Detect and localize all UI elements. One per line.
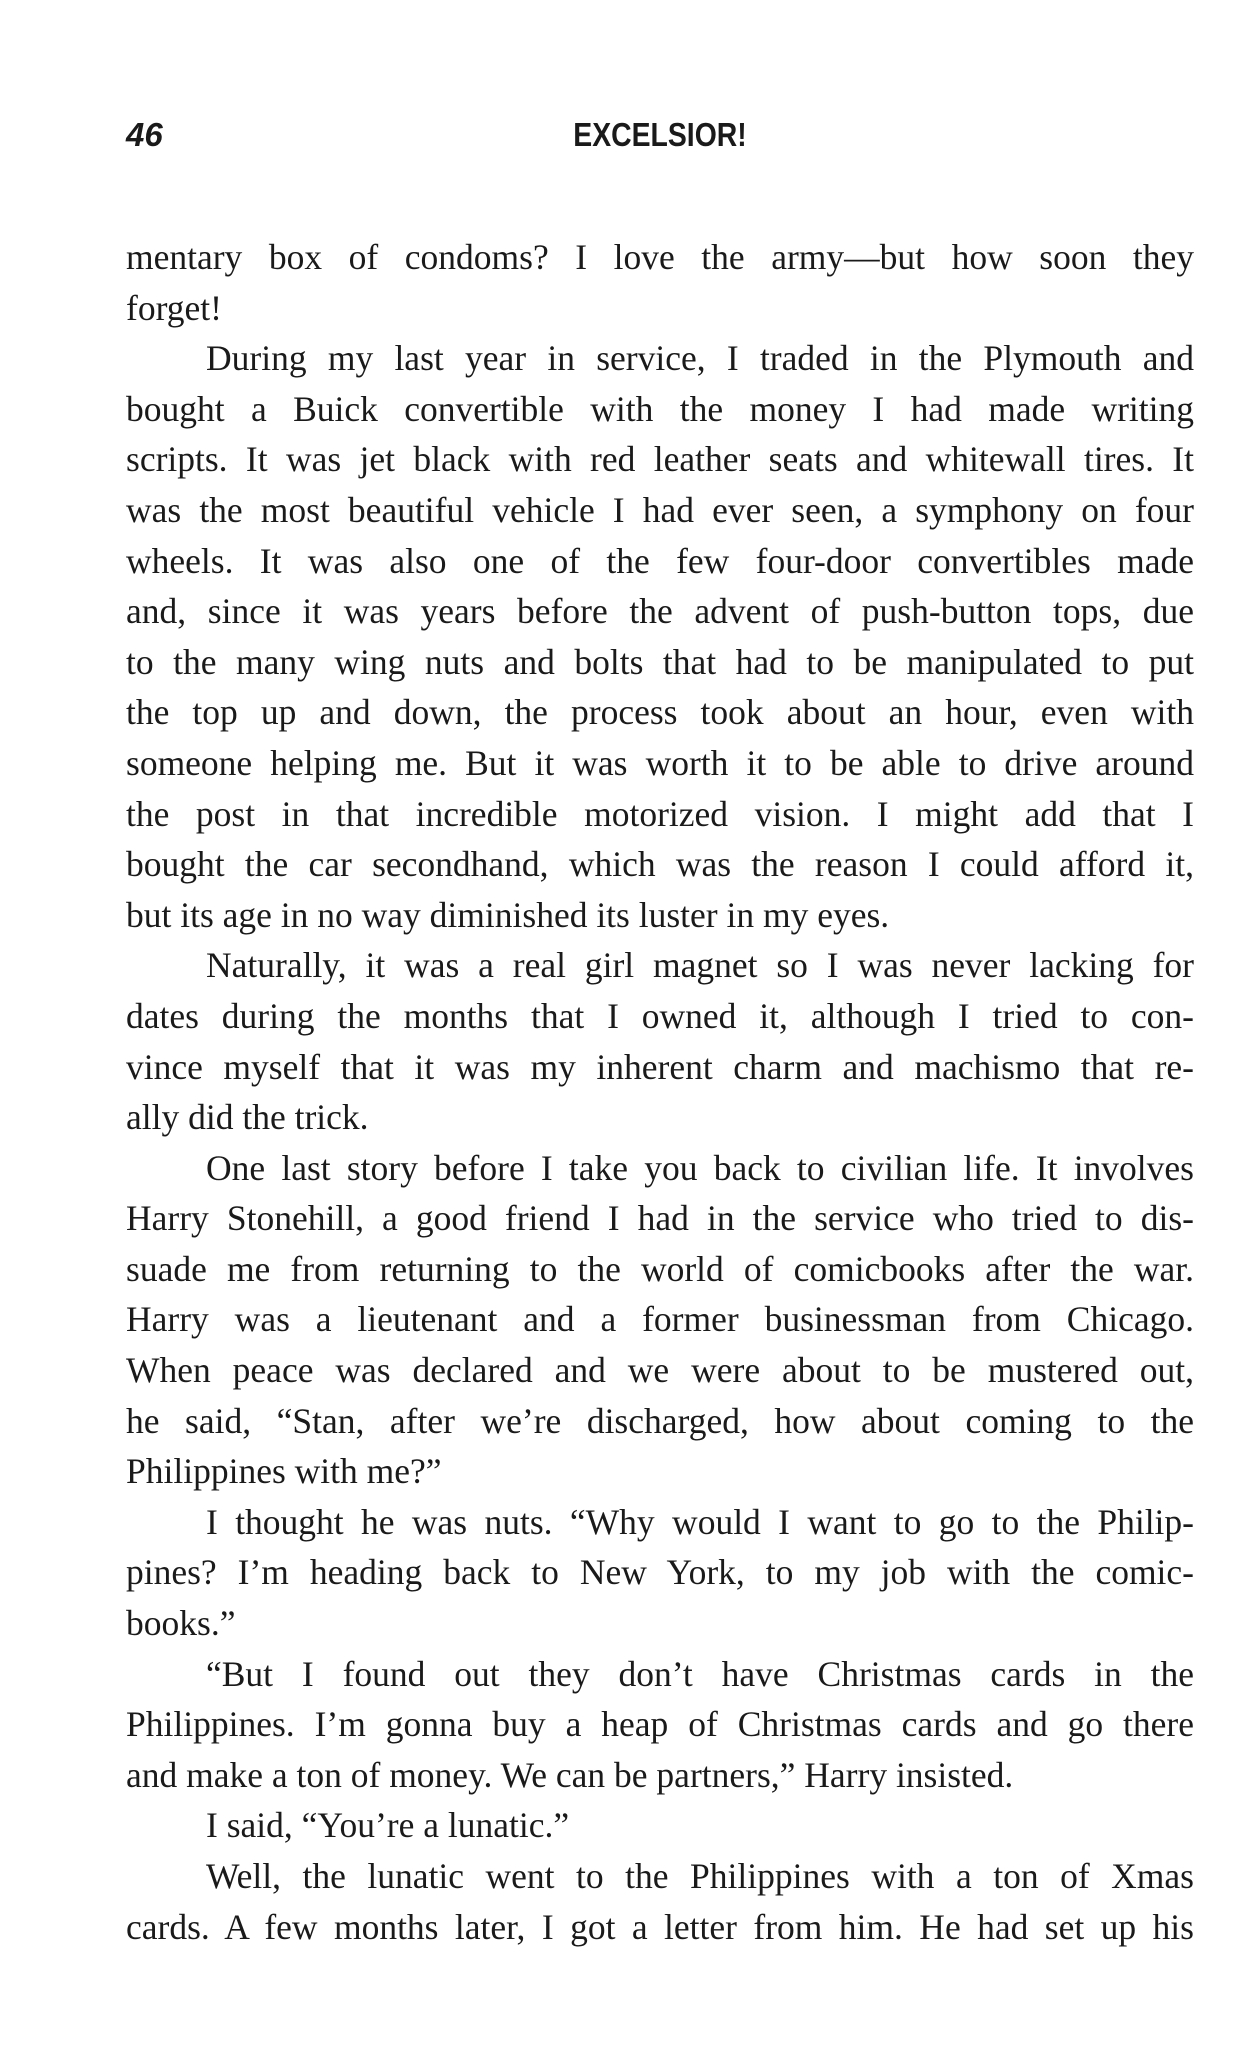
text-line: someone helping me. But it was worth it to be able to drive around [126, 742, 1194, 783]
text-line: and make a ton of money. We can be partners,” Harry insisted. [126, 1754, 1014, 1795]
text-line: suade me from returning to the world of comicbooks after the war. [126, 1248, 1194, 1289]
text-line: vince myself that it was my inherent charm and machismo that re- [126, 1046, 1194, 1087]
text-line: pines? I’m heading back to New York, to my job with the comic- [126, 1552, 1194, 1593]
text-line: “But I found out they don’t have Christmas cards in the [206, 1653, 1194, 1694]
text-line: bought a Buick convertible with the money I had made writing [126, 388, 1194, 429]
text-line: to the many wing nuts and bolts that had to be manipulated to put [126, 641, 1194, 682]
text-line: bought the car secondhand, which was the reason I could afford it, [126, 844, 1194, 885]
text-line: Harry Stonehill, a good friend I had in the service who tried to dis- [126, 1198, 1194, 1239]
text-line: I thought he was nuts. “Why would I want to go to the Philip- [206, 1501, 1194, 1542]
text-line: was the most beautiful vehicle I had ever seen, a symphony on four [126, 489, 1194, 530]
book-title: EXCELSIOR! [573, 116, 747, 153]
text-line: the top up and down, the process took about an hour, even with [126, 692, 1194, 733]
running-head [126, 116, 1194, 164]
text-line: he said, “Stan, after we’re discharged, how about coming to the [126, 1400, 1194, 1441]
text-line: Philippines. I’m gonna buy a heap of Christmas cards and go there [126, 1704, 1194, 1745]
text-line: I said, “You’re a lunatic.” [206, 1805, 570, 1846]
text-line: mentary box of condoms? I love the army—but how soon they [126, 237, 1194, 277]
text-line: but its age in no way diminished its luster in my eyes. [126, 894, 890, 935]
text-line: and, since it was years before the advent of push-button tops, due [126, 591, 1194, 632]
text-line: Naturally, it was a real girl magnet so I was never lacking for [206, 945, 1194, 986]
text-line: During my last year in service, I traded in the Plymouth and [206, 338, 1194, 379]
body-text [126, 232, 1194, 1952]
text-line: books.” [126, 1603, 236, 1644]
page-number: 46 [126, 116, 163, 153]
text-line: forget! [126, 287, 222, 328]
text-line: scripts. It was jet black with red leather seats and whitewall tires. It [126, 439, 1194, 480]
text-line: Well, the lunatic went to the Philippines with a ton of Xmas [206, 1856, 1194, 1896]
text-line: wheels. It was also one of the few four-door convertibles made [126, 540, 1194, 581]
text-line: When peace was declared and we were about to be mustered out, [126, 1350, 1194, 1391]
text-line: ally did the trick. [126, 1097, 369, 1138]
text-line: One last story before I take you back to civilian life. It involves [206, 1147, 1194, 1188]
text-line: Harry was a lieutenant and a former businessman from Chicago. [126, 1299, 1194, 1340]
text-line: the post in that incredible motorized vision. I might add that I [126, 793, 1194, 834]
text-line: Philippines with me?” [126, 1451, 442, 1492]
text-line: dates during the months that I owned it, although I tried to con- [126, 995, 1194, 1036]
text-line: cards. A few months later, I got a letter from him. He had set up his [126, 1906, 1194, 1947]
